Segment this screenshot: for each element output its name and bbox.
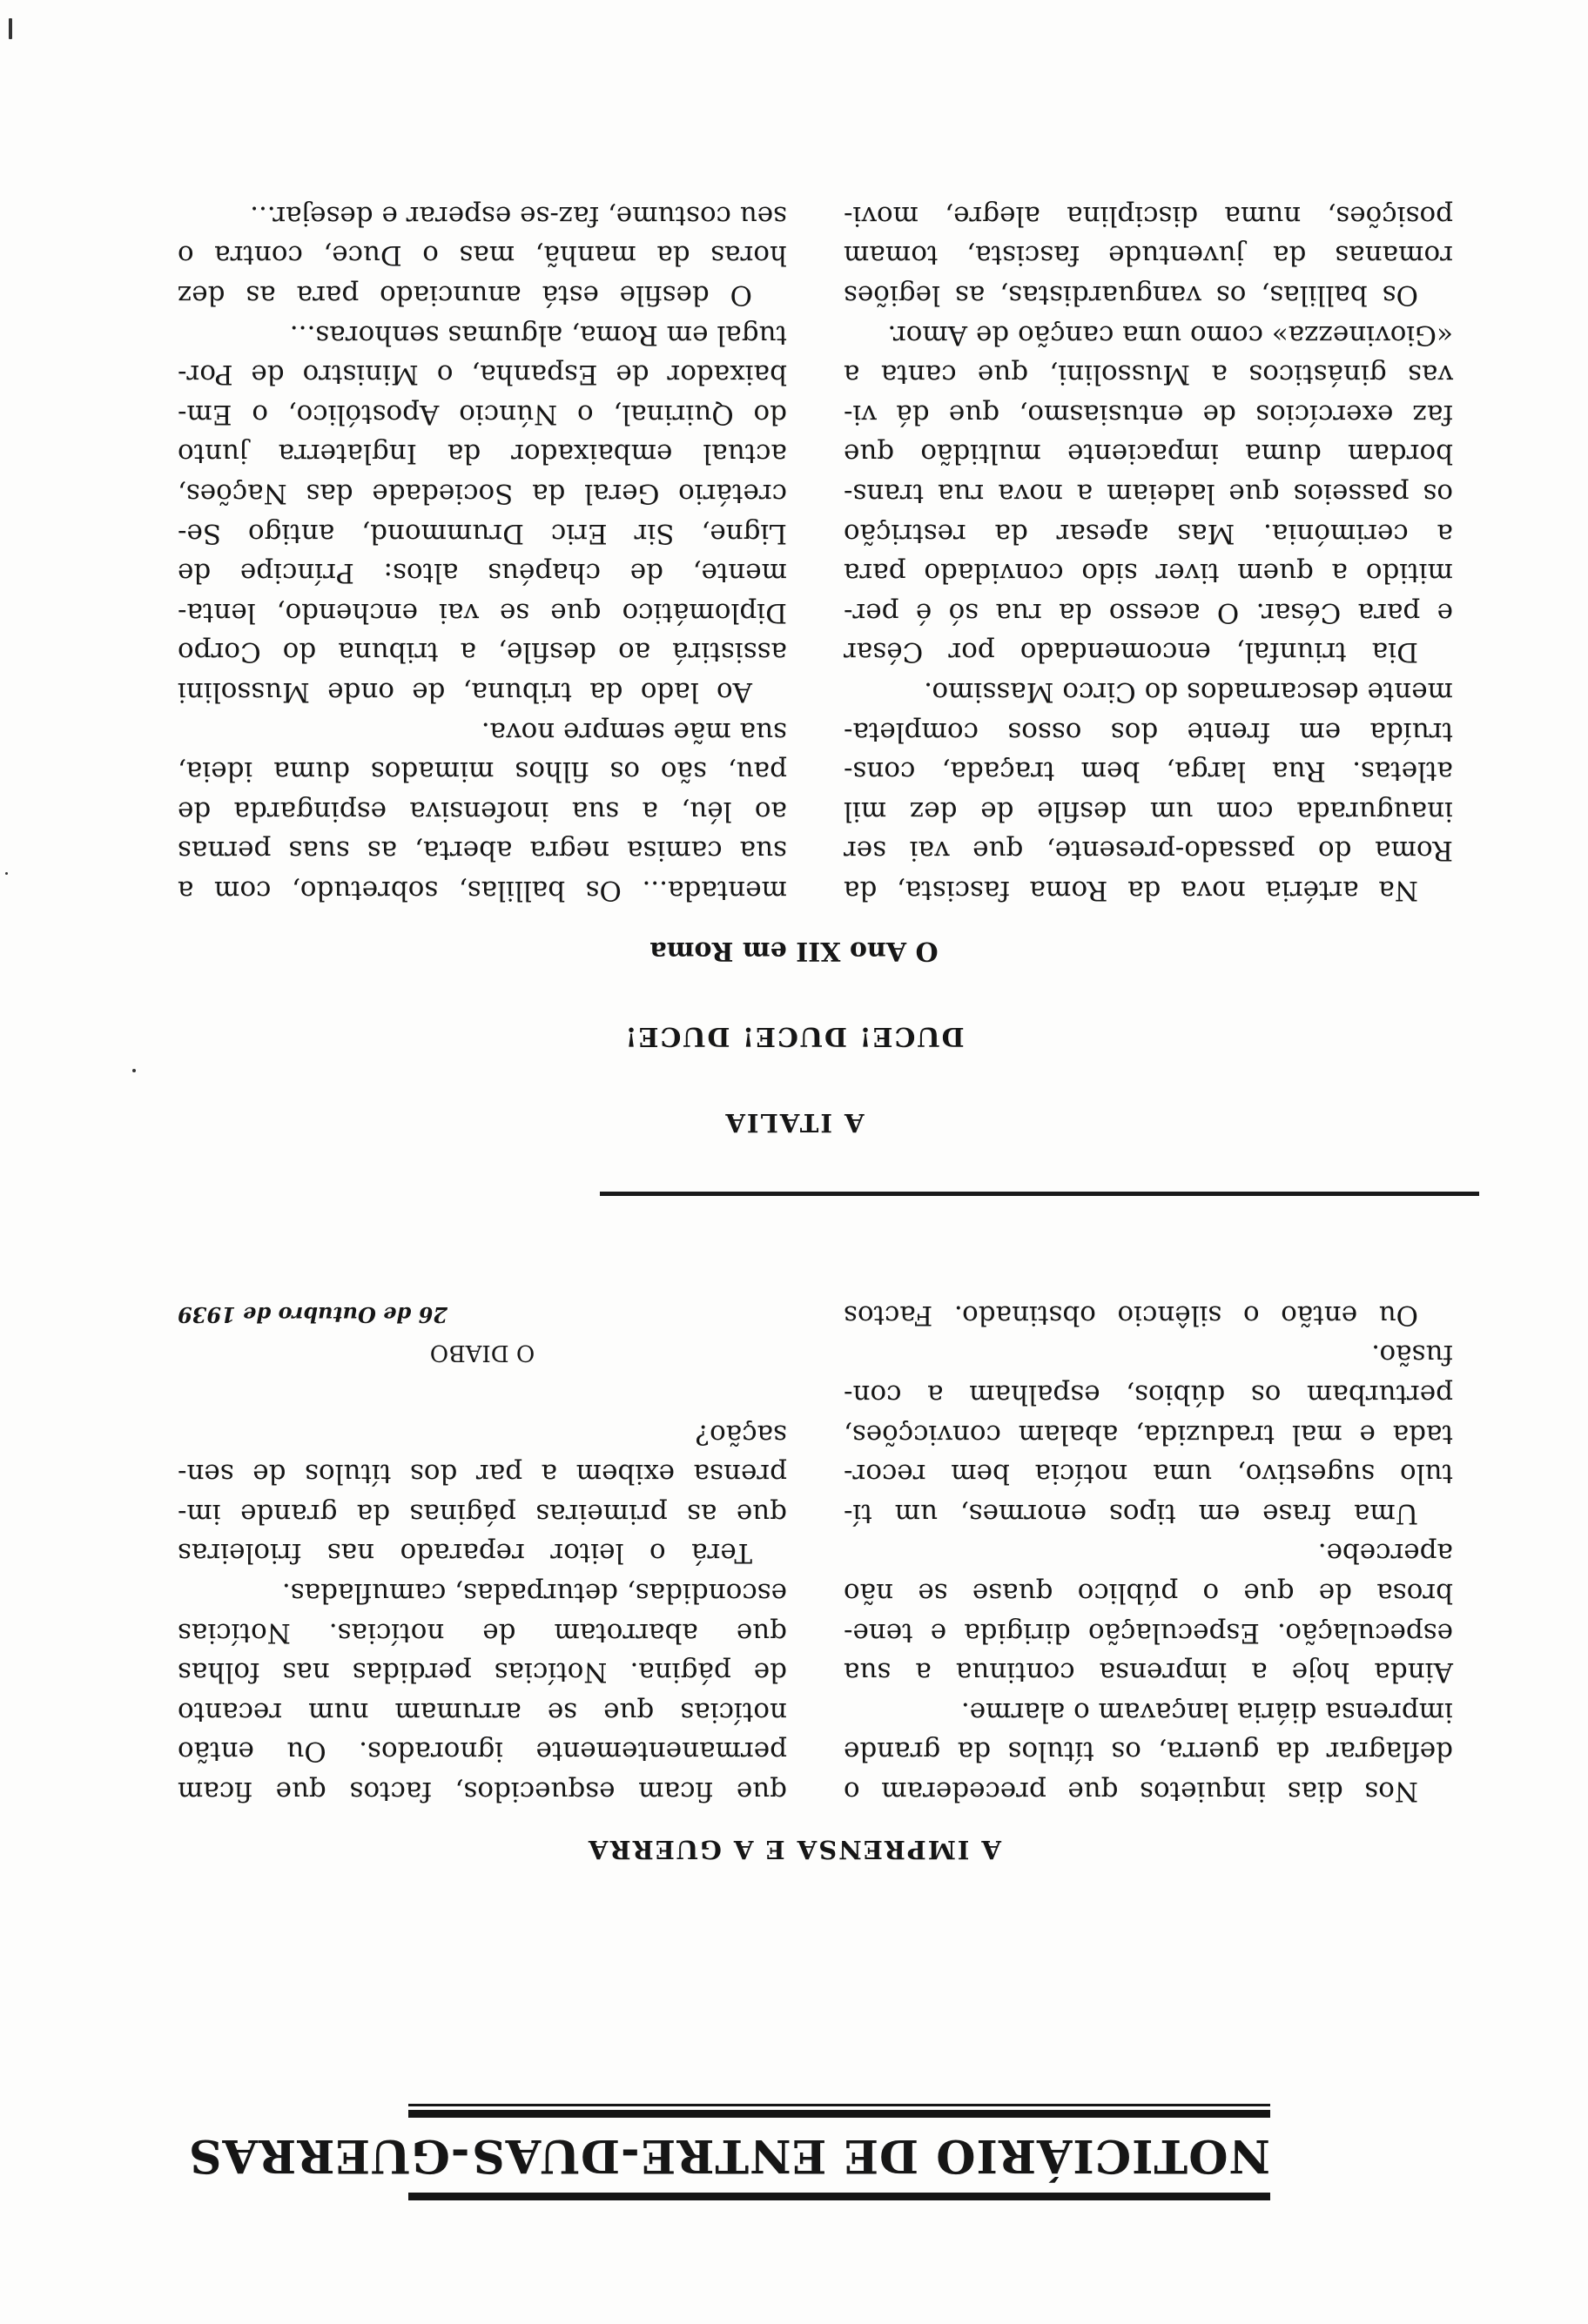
- article2-section: A ITALIA: [723, 1108, 865, 1138]
- text-line: Terá o leitor reparado nas frioleiras: [178, 1537, 752, 1569]
- text-line: os passeios que ladeiam a nova rua trans-: [844, 478, 1453, 510]
- text-line: cretário Geral da Sociedade das Nações,: [178, 478, 787, 510]
- text-line: seu costume, faz-se esperar e desejar...: [250, 199, 787, 232]
- text-line: Os ballilas, os vanguardistas, as legiões: [844, 279, 1418, 312]
- article2-subtitle: O Ano XII em Roma: [649, 936, 939, 966]
- text-line: posições, numa disciplina alegre, movi-: [844, 199, 1453, 232]
- text-line: escondidas, deturpadas, camufladas.: [281, 1577, 787, 1609]
- text-line: que abarrotam de notícias. Notícias: [178, 1616, 787, 1649]
- article1-column-left: [844, 1294, 1453, 1810]
- masthead-bottom-rule: [408, 2110, 1270, 2118]
- text-line: Na artéria nova da Roma fascista, da: [844, 875, 1418, 906]
- signature: O DIABO: [429, 1340, 535, 1366]
- text-line: pau, são os filhos mimados duma ideia,: [178, 756, 787, 788]
- text-line: Uma frase em tipos enormes, um tí-: [844, 1497, 1418, 1529]
- text-line: apercebe.: [1317, 1537, 1453, 1569]
- text-line: O desfile está anunciado para as dez: [178, 279, 752, 312]
- text-line: truída em frente dos ossos completa-: [844, 715, 1453, 748]
- scan-speck: [5, 872, 8, 875]
- text-line: Roma do passado-presente, que vai ser: [844, 835, 1453, 867]
- text-line: faz exercícios de entusiasmo, que dá vi-: [844, 398, 1453, 430]
- article1-column-right: [178, 1414, 787, 1810]
- dateline: 26 de Outubro de 1939: [178, 1302, 448, 1327]
- text-line: Ligne, Sir Eric Drummond, antigo Se-: [178, 517, 787, 549]
- masthead: [188, 2104, 1270, 2200]
- text-line: actual embaixador da Inglaterra junto: [178, 438, 787, 470]
- text-line: romanas da juventude fascista, tomam: [844, 239, 1453, 272]
- text-line: assistirá ao desfile, a tribuna do Corpo: [178, 636, 787, 668]
- masthead-thin-rule: [408, 2104, 1270, 2106]
- text-line: que ficam esquecidos, factos que ficam: [178, 1776, 787, 1807]
- text-line: fusão.: [1371, 1339, 1453, 1371]
- text-line: a cerimónia. Mas apesar da restrição: [844, 517, 1453, 549]
- text-line: tugal em Roma, algumas senhoras...: [289, 319, 787, 351]
- text-line: do Quirinal, o Núncio Apostólico, o Em-: [178, 398, 787, 430]
- text-line: mente, de chapéus altos: Príncipe de: [178, 557, 787, 589]
- scan-mark: [9, 18, 12, 39]
- text-line: tulo sugestivo, uma notícia bem recor-: [844, 1458, 1453, 1490]
- text-line: baixador de Espanha, o Ministro de Por-: [178, 359, 787, 391]
- text-line: Ainda hoje a imprensa continua a sua: [844, 1656, 1453, 1689]
- text-line: Ou então o silêncio obstinado. Factos: [844, 1299, 1418, 1331]
- text-line: Dia triunfal, encomendado por César: [844, 636, 1418, 668]
- text-line: Nos dias inquietos que precederam o: [844, 1776, 1418, 1807]
- text-line: e para César. O acesso da rua só é per-: [844, 596, 1453, 628]
- text-line: permanentemente ignorados. Ou então: [178, 1736, 787, 1768]
- text-line: tada e mal traduzida, abalam convicções,: [844, 1418, 1453, 1450]
- text-line: de página. Notícias perdidas nas folhas: [178, 1656, 787, 1689]
- text-line: perturbam os dúbios, espalham a con-: [844, 1379, 1453, 1411]
- text-line: «Giovinezza» como uma canção de Amor.: [887, 319, 1453, 351]
- masthead-title: NOTICIÁRIO DE ENTRE-DUAS-GUERRAS: [188, 2129, 1270, 2182]
- text-line: brosa de que o público quase se não: [844, 1577, 1453, 1609]
- text-line: especulação. Especulação dirigida e tene-: [844, 1616, 1453, 1649]
- text-line: mente descarnados do Circo Massimo.: [924, 676, 1453, 709]
- article1-signature-block: [178, 1295, 787, 1372]
- text-line: mitido a quem tiver sido convidado para: [844, 557, 1453, 589]
- text-line: sação?: [695, 1418, 787, 1450]
- text-line: atletas. Rua larga, bem traçada, cons-: [844, 756, 1453, 788]
- text-line: sua mãe sempre nova.: [481, 715, 787, 748]
- text-line: inaugurada com um desfile de dez mil: [844, 795, 1453, 827]
- text-line: deflagrar da guerra, os títulos da grande: [844, 1736, 1453, 1768]
- text-line: prensa exibem a par dos títulos de sen-: [178, 1458, 787, 1490]
- article2-column-right: [178, 195, 787, 910]
- text-line: mentada... Os ballilas, sobretudo, com a: [178, 875, 787, 906]
- text-line: que as primeiras páginas da grande im-: [178, 1497, 787, 1529]
- article1-title: A IMPRENSA E A GUERRA: [587, 1835, 1001, 1864]
- text-line: vas ginásticos a Mussolini, que canta a: [844, 359, 1453, 391]
- article2-column-left: [844, 195, 1453, 910]
- text-line: horas da manhã, mas o Duce, contra o: [178, 239, 787, 272]
- scan-speck: [132, 1069, 136, 1072]
- text-line: Ao lado da tribuna, de onde Mussolini: [178, 676, 752, 709]
- masthead-top-rule: [408, 2193, 1270, 2200]
- text-line: notícias que se arrumam num recanto: [178, 1696, 787, 1728]
- text-line: bordam duma impaciente multidão que: [844, 438, 1453, 470]
- text-line: sua camisa negra aberta, as suas pernas: [178, 835, 787, 867]
- article2-title: DUCE! DUCE! DUCE!: [623, 1021, 965, 1051]
- section-divider-rule: [600, 1192, 1479, 1196]
- text-line: Diplomático que se vai enchendo, lenta-: [178, 596, 787, 628]
- text-line: ao léu, a sua inofensiva espingarda de: [178, 795, 787, 827]
- text-line: imprensa diária lançavam o alarme.: [960, 1696, 1453, 1728]
